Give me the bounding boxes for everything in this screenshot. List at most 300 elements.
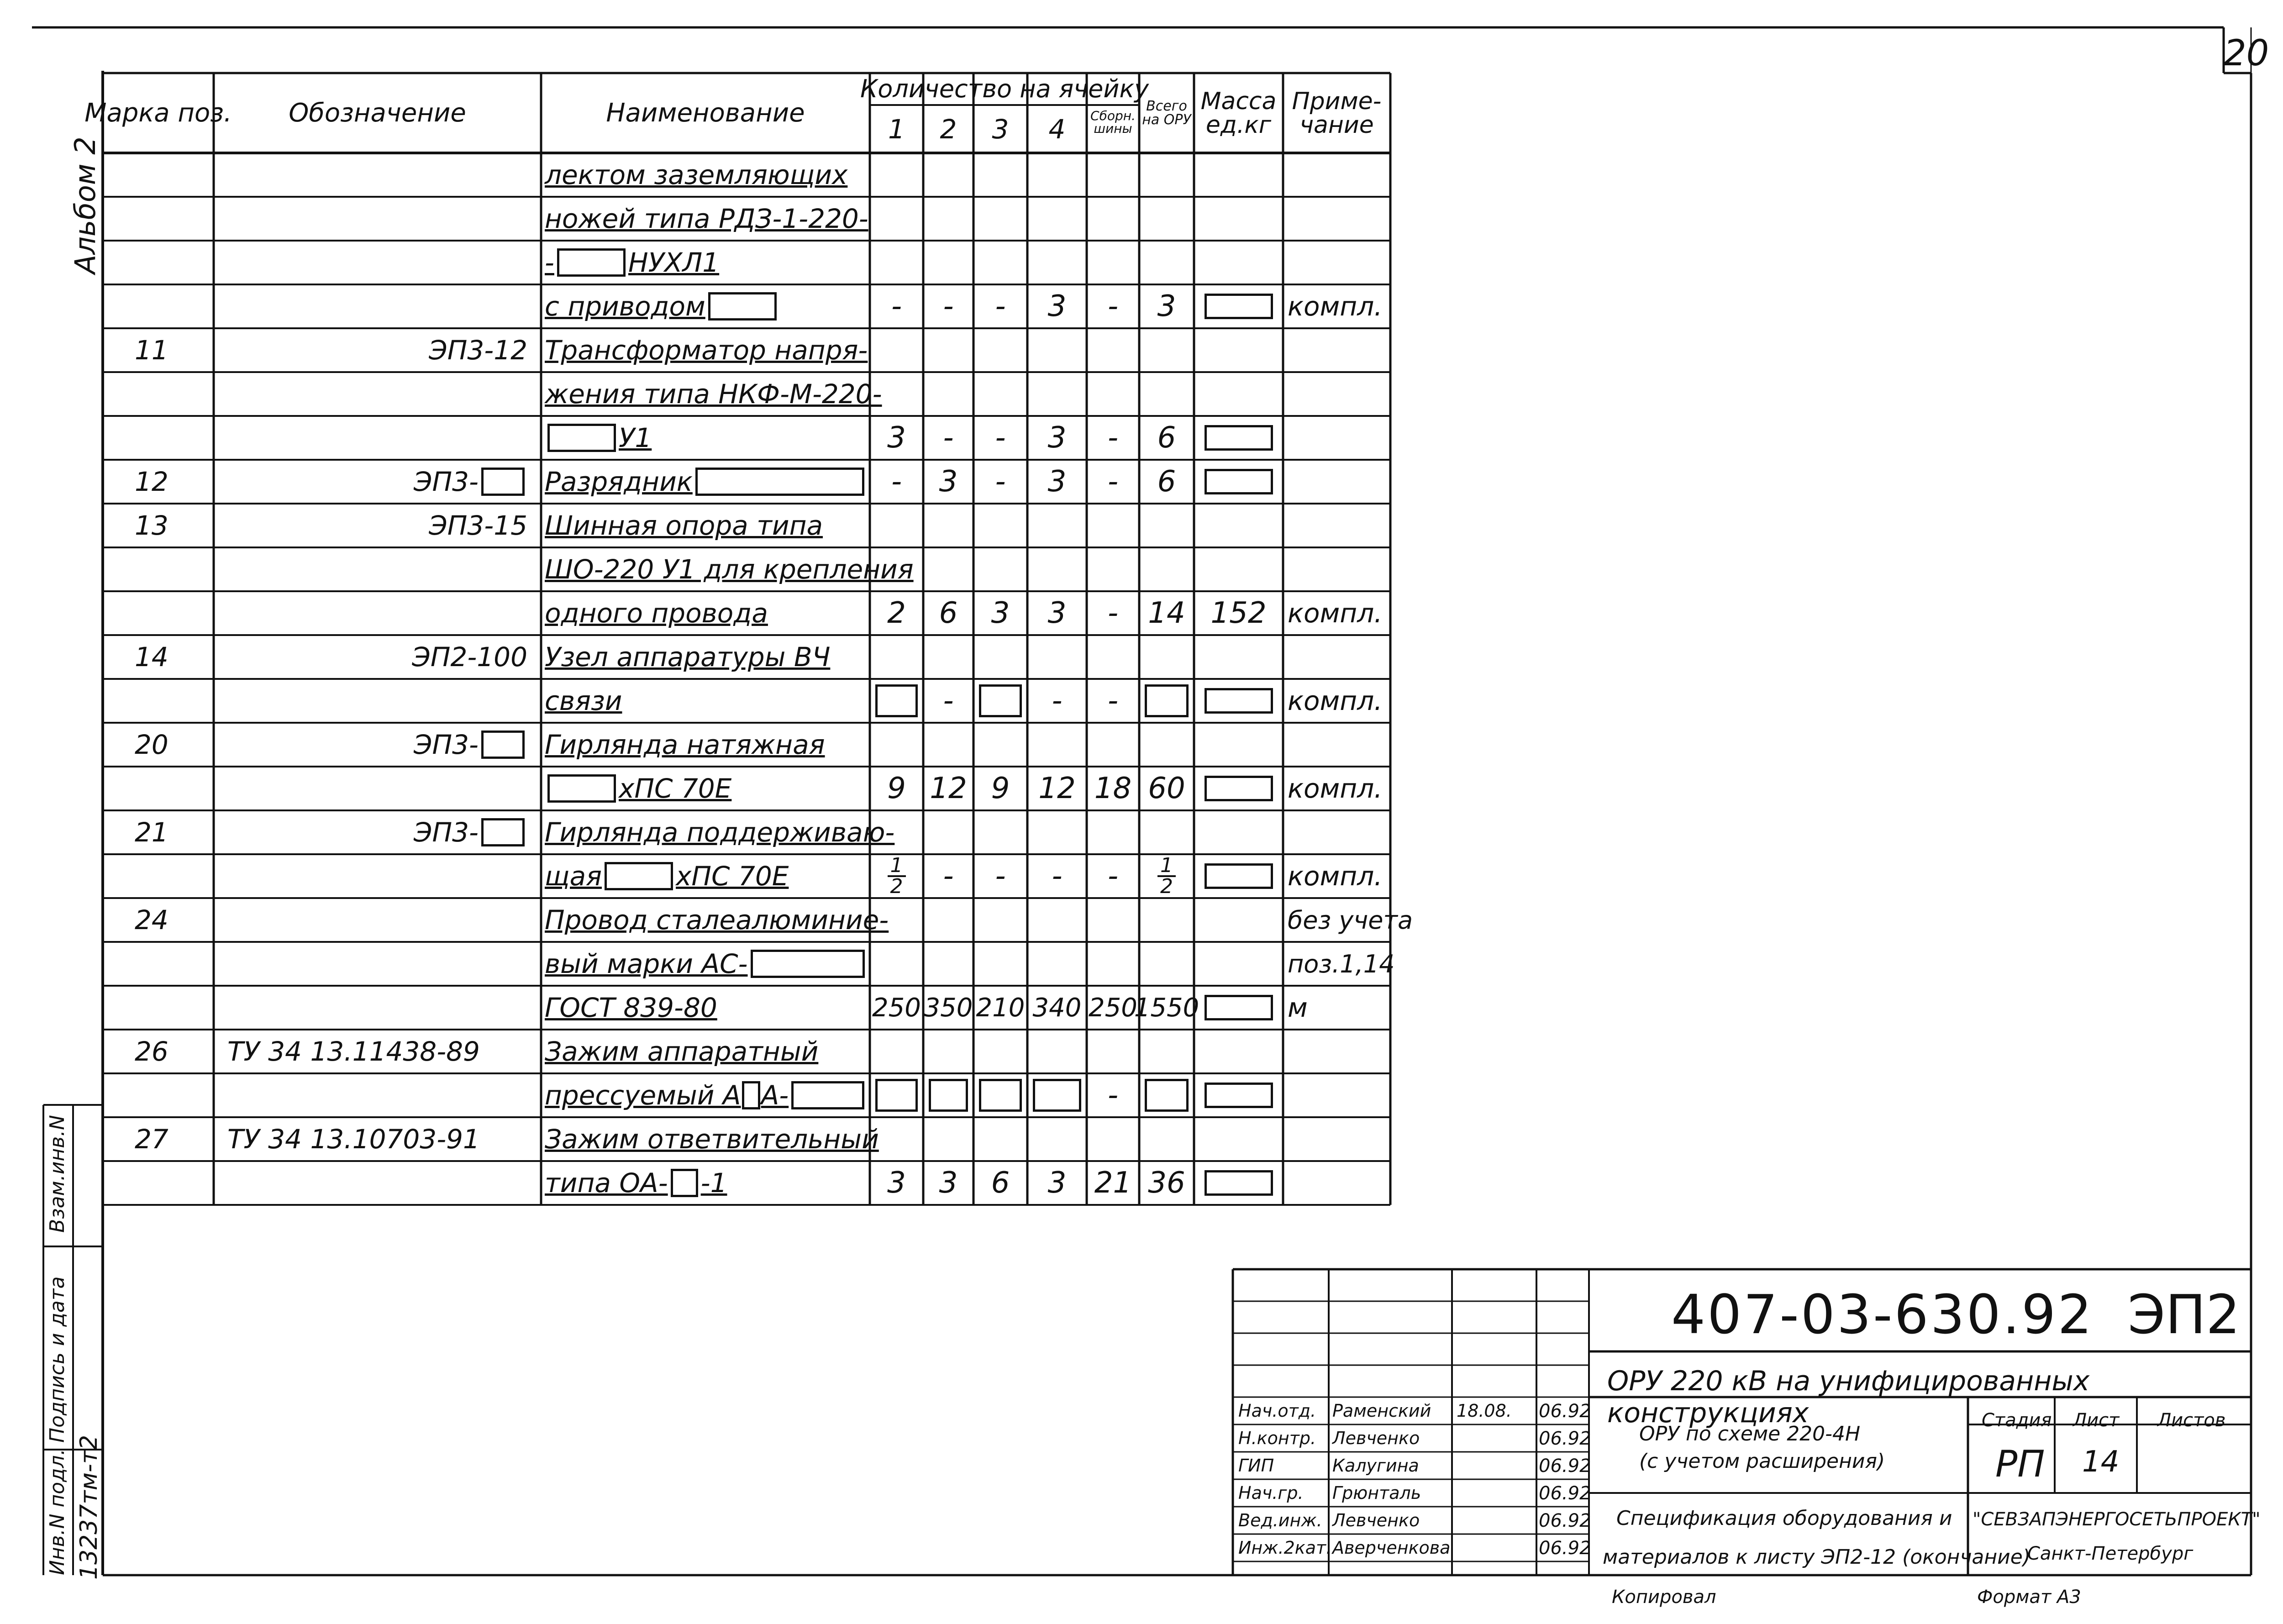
cell-text: прессуемый А — [545, 1080, 741, 1111]
table-cell-pos — [103, 854, 214, 898]
table-cell-massa — [1194, 898, 1283, 942]
table-cell-naim: одного провода — [545, 598, 768, 629]
table-cell-pos — [103, 372, 214, 416]
header-column-3: 3 — [992, 113, 1009, 145]
table-cell-qty — [1027, 328, 1087, 372]
table-cell-naim: ГОСТ 839-80 — [545, 992, 717, 1023]
table-cell-qty — [1087, 635, 1139, 679]
side-label-vzam: Взам.инв.N — [46, 1115, 69, 1233]
table-cell-qty — [1139, 153, 1194, 197]
blank-box — [1205, 995, 1273, 1020]
stage-label: Стадия — [1982, 1410, 2052, 1431]
table-cell-naim: Зажим аппаратный — [545, 1036, 819, 1067]
table-cell-qty: - — [995, 859, 1006, 893]
table-cell-qty — [870, 898, 923, 942]
table-cell-qty — [870, 942, 923, 986]
table-cell-qty — [1139, 635, 1194, 679]
signer-role: Нач.отд. — [1238, 1401, 1316, 1421]
table-cell-qty — [923, 898, 973, 942]
table-cell-qty: 6 — [1157, 465, 1176, 499]
blank-box — [875, 684, 918, 717]
header-column-1: 1 — [888, 113, 905, 145]
table-cell-pos — [103, 1073, 214, 1117]
table-cell-naim: Шинная опора типа — [545, 510, 823, 541]
blank-box — [1205, 1083, 1273, 1108]
table-cell-qty — [1139, 1030, 1194, 1073]
table-cell-qty — [1139, 504, 1194, 547]
blank-box — [481, 818, 525, 846]
header-kolichestvo: Количество на ячейку — [860, 74, 1149, 103]
table-cell-qty — [870, 547, 923, 591]
table-cell-pos — [103, 591, 214, 635]
table-cell-massa — [1194, 460, 1283, 504]
table-cell-qty: 6 — [991, 1166, 1010, 1200]
table-cell-qty — [1027, 241, 1087, 284]
table-cell-pos: 27 — [135, 1124, 168, 1155]
table-cell-naim: лектом заземляющих — [545, 159, 848, 190]
side-label-podpis: Подпись и дата — [46, 1276, 69, 1443]
blank-box — [605, 862, 673, 890]
cell-text: с приводом — [545, 291, 705, 322]
fraction — [888, 856, 906, 896]
table-cell-naim: Гирлянда поддерживаю- — [545, 817, 895, 848]
table-cell-qty — [870, 635, 923, 679]
table-cell-qty — [923, 328, 973, 372]
table-cell-qty — [1139, 372, 1194, 416]
table-cell-naim — [541, 1073, 870, 1117]
blank-box — [791, 1081, 864, 1109]
drawing-title-1: ОРУ по схеме 220-4Н — [1639, 1422, 1861, 1445]
table-cell-oboz — [214, 898, 541, 942]
table-cell-massa — [1194, 854, 1283, 898]
table-cell-qty: 14 — [1148, 596, 1185, 630]
table-cell-qty: - — [1107, 421, 1119, 455]
table-cell-primechanie — [1283, 547, 1390, 591]
header-naimenovanie: Наименование — [606, 98, 805, 128]
table-cell-qty: - — [1107, 859, 1119, 893]
organization: "СЕВЗАПЭНЕРГОСЕТЬПРОЕКТ" — [1973, 1509, 2261, 1530]
table-cell-qty — [1027, 723, 1087, 767]
table-cell-primechanie — [1283, 1117, 1390, 1161]
blank-box — [1205, 688, 1273, 714]
table-cell-pos — [103, 416, 214, 460]
signer-name: Грюнталь — [1332, 1483, 1421, 1503]
table-cell-qty: 2 — [887, 596, 906, 630]
table-cell-qty — [1139, 810, 1194, 854]
table-cell-primechanie: компл. — [1288, 685, 1383, 716]
table-cell-qty — [973, 723, 1027, 767]
table-cell-pos: 24 — [135, 904, 168, 936]
table-cell-qty — [1027, 898, 1087, 942]
signer-role: Инж.2кат. — [1238, 1538, 1332, 1558]
table-cell-qty — [1027, 1117, 1087, 1161]
table-cell-qty — [923, 241, 973, 284]
table-cell-primechanie — [1283, 241, 1390, 284]
table-cell-qty — [1087, 898, 1139, 942]
table-cell-qty — [870, 241, 923, 284]
table-cell-qty: 3 — [1047, 421, 1067, 455]
format-label: Формат А3 — [1977, 1587, 2081, 1608]
table-cell-qty — [1087, 153, 1139, 197]
table-cell-massa — [1194, 723, 1283, 767]
header-marka: Марка поз. — [84, 98, 232, 128]
table-cell-naim — [541, 284, 870, 328]
blank-box — [1033, 1079, 1081, 1112]
table-cell-qty — [923, 1030, 973, 1073]
list-label: Лист — [2073, 1410, 2120, 1431]
table-cell-qty — [973, 1030, 1027, 1073]
table-cell-qty: - — [1107, 684, 1119, 718]
table-cell-qty — [1087, 1030, 1139, 1073]
table-cell-qty — [1087, 942, 1139, 986]
table-cell-qty — [1139, 854, 1194, 898]
table-cell-qty: 210 — [976, 993, 1025, 1023]
table-cell-primechanie — [1283, 1161, 1390, 1205]
blank-box — [547, 774, 616, 803]
table-cell-qty: 3 — [1047, 465, 1067, 499]
table-cell-naim: Трансформатор напря- — [545, 335, 868, 366]
table-cell-massa — [1194, 328, 1283, 372]
table-cell-massa: 152 — [1210, 596, 1267, 630]
table-cell-qty — [1139, 328, 1194, 372]
table-cell-qty: 3 — [1047, 289, 1067, 323]
table-cell-primechanie: компл. — [1288, 773, 1383, 804]
table-cell-qty — [870, 1073, 923, 1117]
blank-box — [695, 468, 864, 496]
table-cell-pos — [103, 197, 214, 241]
blank-box — [1205, 425, 1273, 451]
table-cell-qty — [923, 547, 973, 591]
table-cell-qty: 36 — [1148, 1166, 1185, 1200]
table-cell-primechanie — [1283, 1073, 1390, 1117]
table-cell-qty — [973, 153, 1027, 197]
table-cell-oboz — [214, 723, 541, 767]
table-cell-primechanie — [1283, 197, 1390, 241]
table-cell-qty: 9 — [991, 772, 1010, 805]
blank-box — [875, 1079, 918, 1112]
table-cell-qty: 340 — [1032, 993, 1082, 1023]
table-cell-primechanie — [1283, 328, 1390, 372]
list-value: 14 — [2082, 1445, 2120, 1479]
blank-box — [547, 424, 616, 452]
table-cell-massa — [1194, 241, 1283, 284]
table-cell-qty: - — [943, 859, 954, 893]
table-cell-naim: Зажим ответвительный — [545, 1124, 879, 1155]
table-cell-massa — [1194, 372, 1283, 416]
table-cell-qty: - — [943, 421, 954, 455]
table-cell-qty: 18 — [1094, 772, 1132, 805]
table-cell-qty — [973, 328, 1027, 372]
signer-name: Калугина — [1332, 1456, 1419, 1476]
blank-box — [1205, 1170, 1273, 1196]
table-cell-primechanie — [1283, 635, 1390, 679]
table-cell-primechanie: компл. — [1288, 598, 1383, 629]
table-cell-qty — [1087, 197, 1139, 241]
blank-box — [742, 1081, 760, 1109]
table-cell-qty — [870, 197, 923, 241]
table-cell-qty — [1087, 723, 1139, 767]
table-cell-qty: 250 — [872, 993, 921, 1023]
table-cell-qty — [1139, 1073, 1194, 1117]
table-cell-qty: - — [891, 289, 902, 323]
table-cell-primechanie: компл. — [1288, 861, 1383, 892]
table-cell-qty: 3 — [1047, 596, 1067, 630]
table-cell-qty: - — [995, 465, 1006, 499]
table-cell-massa — [1194, 1073, 1283, 1117]
table-cell-naim — [541, 767, 870, 810]
table-cell-naim — [541, 1161, 870, 1205]
table-cell-oboz — [214, 986, 541, 1030]
table-cell-oboz: ЭП2-100 — [412, 641, 527, 673]
table-cell-oboz — [214, 942, 541, 986]
table-cell-naim — [541, 854, 870, 898]
table-cell-oboz — [214, 547, 541, 591]
cell-text: У1 — [619, 422, 652, 453]
table-cell-qty — [973, 635, 1027, 679]
signer-date: 06.92 — [1539, 1538, 1591, 1559]
table-cell-qty — [1139, 197, 1194, 241]
blank-box — [751, 950, 865, 978]
cell-text: -1 — [700, 1167, 727, 1198]
table-cell-qty — [1087, 810, 1139, 854]
table-cell-qty — [973, 372, 1027, 416]
table-cell-oboz — [214, 767, 541, 810]
cell-text: щая — [545, 861, 602, 892]
table-cell-primechanie — [1283, 504, 1390, 547]
signer-role: Н.контр. — [1238, 1428, 1316, 1448]
table-cell-qty: 3 — [1047, 1166, 1067, 1200]
signer-date: 06.92 — [1539, 1456, 1591, 1477]
table-cell-qty — [923, 942, 973, 986]
table-cell-qty: 3 — [939, 1166, 958, 1200]
table-cell-qty — [923, 153, 973, 197]
table-cell-qty — [1027, 504, 1087, 547]
table-cell-oboz — [214, 854, 541, 898]
table-cell-primechanie — [1283, 810, 1390, 854]
numerator: 1 — [1157, 856, 1176, 877]
table-cell-qty: - — [1107, 289, 1119, 323]
table-cell-qty — [1139, 1117, 1194, 1161]
table-cell-qty — [1027, 942, 1087, 986]
table-cell-qty — [973, 810, 1027, 854]
table-cell-primechanie — [1283, 416, 1390, 460]
stage-value: РП — [1995, 1443, 2045, 1485]
signer-date: 06.92 — [1539, 1510, 1591, 1531]
table-cell-pos: 14 — [135, 641, 168, 673]
cell-text: Разрядник — [545, 466, 693, 497]
copied-by-label: Копировал — [1612, 1587, 1716, 1608]
table-cell-qty: - — [943, 289, 954, 323]
table-cell-qty — [973, 241, 1027, 284]
cell-text: А- — [761, 1080, 789, 1111]
table-cell-qty — [870, 854, 923, 898]
header-primechanie: Приме- чание — [1292, 87, 1382, 139]
fraction — [1157, 856, 1176, 896]
table-cell-qty — [973, 547, 1027, 591]
table-cell-qty: 3 — [1157, 289, 1176, 323]
table-cell-naim: жения типа НКФ-М-220- — [545, 378, 882, 410]
table-cell-qty — [1027, 372, 1087, 416]
table-cell-massa — [1194, 767, 1283, 810]
table-cell-pos: 26 — [135, 1036, 168, 1067]
blank-box — [1145, 1079, 1189, 1112]
blank-box — [1205, 469, 1273, 494]
header-oboznachenie: Обозначение — [289, 98, 466, 128]
table-cell-qty — [923, 1117, 973, 1161]
table-cell-massa — [1194, 1117, 1283, 1161]
cell-text: ЭП3- — [414, 729, 479, 760]
table-cell-pos: 20 — [135, 729, 168, 760]
table-cell-qty — [1139, 942, 1194, 986]
table-cell-qty — [1027, 1030, 1087, 1073]
table-cell-qty — [923, 504, 973, 547]
cell-text: ЭП3- — [414, 466, 479, 497]
table-cell-pos — [103, 767, 214, 810]
table-cell-qty — [1027, 153, 1087, 197]
table-cell-qty: 12 — [930, 772, 967, 805]
blank-box — [1205, 863, 1273, 889]
table-cell-qty — [870, 1117, 923, 1161]
table-cell-primechanie: компл. — [1288, 291, 1383, 322]
table-cell-qty — [870, 504, 923, 547]
table-cell-primechanie: м — [1288, 992, 1308, 1023]
blank-box — [1205, 294, 1273, 319]
cell-text: хПС 70Е — [619, 773, 732, 804]
table-cell-qty — [973, 679, 1027, 723]
table-cell-qty: 6 — [1157, 421, 1176, 455]
table-cell-pos — [103, 241, 214, 284]
table-cell-oboz — [214, 197, 541, 241]
table-cell-pos: 12 — [135, 466, 168, 497]
table-cell-qty: 3 — [887, 1166, 906, 1200]
table-cell-qty: 350 — [924, 993, 973, 1023]
table-cell-qty — [1087, 504, 1139, 547]
cell-text: хПС 70Е — [676, 861, 789, 892]
header-column-4: 4 — [1048, 113, 1066, 145]
signer-name: Аверченкова — [1332, 1538, 1451, 1558]
table-cell-oboz — [214, 1161, 541, 1205]
table-cell-primechanie: без учета — [1288, 905, 1413, 935]
table-cell-massa — [1194, 679, 1283, 723]
signer-role: Вед.инж. — [1238, 1510, 1322, 1530]
signer-role: ГИП — [1238, 1456, 1274, 1476]
table-cell-qty — [923, 810, 973, 854]
side-label-inv-podl: Инв.N подл. — [46, 1449, 69, 1575]
table-cell-oboz — [214, 810, 541, 854]
table-cell-qty — [973, 942, 1027, 986]
table-cell-qty — [1087, 241, 1139, 284]
table-cell-qty — [923, 372, 973, 416]
table-cell-qty: 1550 — [1134, 993, 1199, 1023]
table-cell-qty — [973, 1117, 1027, 1161]
signer-name: Левченко — [1332, 1510, 1420, 1530]
table-cell-qty: - — [1052, 859, 1063, 893]
table-cell-qty — [1139, 241, 1194, 284]
table-cell-massa — [1194, 810, 1283, 854]
table-cell-qty: 3 — [991, 596, 1010, 630]
cell-text: ЭП3- — [414, 817, 479, 848]
table-cell-oboz: ЭП3-12 — [429, 335, 527, 366]
signer-role: Нач.гр. — [1238, 1483, 1304, 1503]
table-cell-qty — [973, 898, 1027, 942]
table-cell-pos: 21 — [135, 817, 168, 848]
drawing-title-2: (с учетом расширения) — [1639, 1450, 1885, 1473]
table-cell-qty — [923, 1073, 973, 1117]
table-cell-massa — [1194, 942, 1283, 986]
table-cell-qty — [973, 197, 1027, 241]
table-cell-oboz: ТУ 34 13.11438-89 — [227, 1036, 480, 1067]
table-cell-qty — [1027, 197, 1087, 241]
cell-text: вый марки АС- — [545, 948, 748, 979]
table-cell-qty: 60 — [1148, 772, 1185, 805]
table-cell-qty: 3 — [939, 465, 958, 499]
blank-box — [481, 468, 525, 496]
denominator: 2 — [1160, 875, 1173, 898]
table-cell-qty — [870, 723, 923, 767]
table-cell-qty — [1139, 898, 1194, 942]
document-code: 407-03-630.92 — [1671, 1283, 2094, 1346]
table-cell-oboz — [214, 153, 541, 197]
table-cell-qty — [870, 810, 923, 854]
sheet-number: 20 — [2224, 33, 2269, 74]
table-cell-naim — [541, 942, 870, 986]
table-cell-qty: 6 — [939, 596, 958, 630]
numerator: 1 — [888, 856, 906, 877]
blank-box — [481, 731, 525, 759]
table-cell-qty — [1087, 328, 1139, 372]
cell-text: типа ОА- — [545, 1167, 668, 1198]
signer-date: 06.92 — [1539, 1483, 1591, 1504]
table-cell-qty: 3 — [887, 421, 906, 455]
table-cell-naim: ШО-220 У1 для крепления — [545, 554, 914, 585]
table-cell-naim: Узел аппаратуры ВЧ — [545, 641, 831, 673]
table-cell-oboz — [214, 372, 541, 416]
table-cell-qty: - — [1107, 465, 1119, 499]
table-cell-oboz — [214, 284, 541, 328]
blank-box — [671, 1169, 698, 1197]
table-cell-qty: - — [943, 684, 954, 718]
blank-box — [1205, 776, 1273, 801]
table-cell-oboz: ЭП3-15 — [429, 510, 527, 541]
table-cell-primechanie — [1283, 723, 1390, 767]
organization-city: Санкт-Петербург — [2027, 1543, 2194, 1564]
table-cell-qty: - — [1107, 1078, 1119, 1112]
table-cell-qty — [1027, 1073, 1087, 1117]
blank-box — [708, 292, 777, 321]
table-cell-qty: 250 — [1089, 993, 1137, 1023]
table-cell-pos — [103, 284, 214, 328]
signer-name: Раменский — [1332, 1401, 1431, 1421]
document-title-1: Спецификация оборудования и — [1616, 1507, 1952, 1530]
table-cell-massa — [1194, 284, 1283, 328]
table-cell-naim: Гирлянда натяжная — [545, 729, 825, 760]
table-cell-primechanie — [1283, 460, 1390, 504]
table-cell-qty — [923, 197, 973, 241]
header-vsego: Всего на ОРУ — [1142, 98, 1191, 128]
table-cell-qty: - — [995, 289, 1006, 323]
signer-name: Левченко — [1332, 1428, 1420, 1448]
signer-signature: 18.08. — [1457, 1401, 1512, 1421]
table-cell-oboz — [214, 1073, 541, 1117]
document-title-2: материалов к листу ЭП2-12 (окончание) — [1603, 1545, 2031, 1569]
table-cell-massa — [1194, 986, 1283, 1030]
table-cell-qty — [1139, 547, 1194, 591]
table-cell-massa — [1194, 197, 1283, 241]
denominator: 2 — [890, 875, 903, 898]
table-cell-qty: 12 — [1038, 772, 1076, 805]
table-cell-pos — [103, 679, 214, 723]
table-cell-naim — [541, 241, 870, 284]
